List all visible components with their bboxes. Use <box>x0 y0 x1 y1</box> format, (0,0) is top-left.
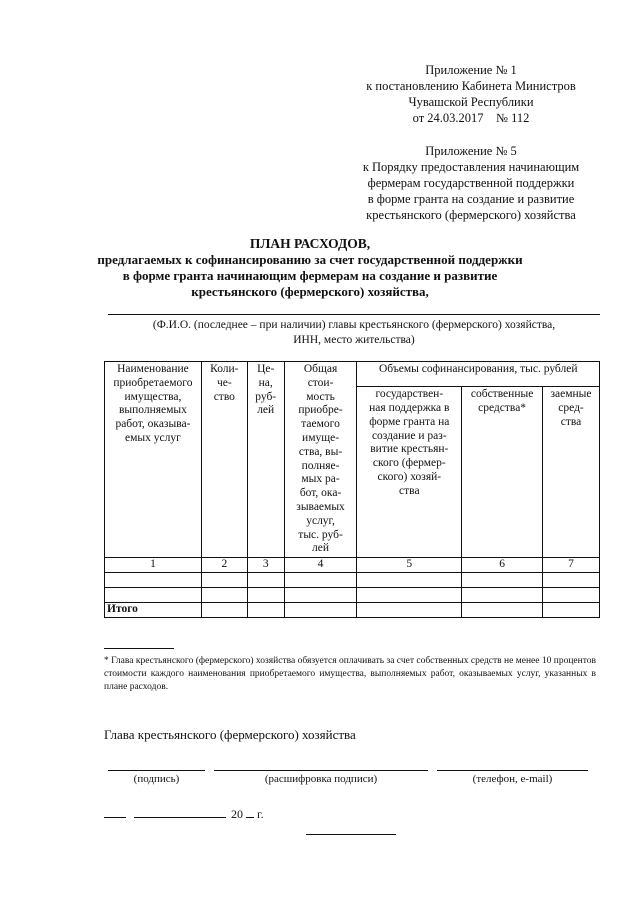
column-number: 4 <box>284 558 357 573</box>
table-row-empty <box>105 573 600 588</box>
table-cell-empty[interactable] <box>543 573 600 588</box>
fio-note-line: (Ф.И.О. (последнее – при наличии) главы крестьянского (фермерского) хозяйства, <box>152 319 556 331</box>
expense-plan-table <box>104 361 600 618</box>
signature-caption: (подпись) <box>133 773 180 785</box>
table-cell-empty[interactable] <box>462 588 543 603</box>
table-cell-empty[interactable] <box>357 588 462 603</box>
appendix-1-line: Приложение № 1 <box>425 63 517 77</box>
appendix-1-line: от 24.03.2017 № 112 <box>412 111 530 125</box>
header-state-support: государствен- ная поддержка в форме гранта на создание и раз- витие крестьян- ского (фермер- ского) хозяй- ства <box>357 387 462 558</box>
fio-note <box>108 318 600 348</box>
stamp-place-line <box>306 834 396 835</box>
signature-line[interactable] <box>108 770 205 771</box>
appendix-1-line: к постановлению Кабинета Министров <box>366 79 576 93</box>
table-row-empty <box>105 588 600 603</box>
header-loan-funds: заемные сред- ства <box>543 387 600 558</box>
table-cell-empty[interactable] <box>201 573 247 588</box>
title-main: ПЛАН РАСХОДОВ, <box>249 236 371 251</box>
column-number: 2 <box>201 558 247 573</box>
month-blank[interactable] <box>134 806 226 818</box>
header-price: Це- на, руб- лей <box>247 362 284 558</box>
table-cell-empty[interactable] <box>543 588 600 603</box>
table-row-total <box>105 603 600 618</box>
appendix-5-line: к Порядку предоставления начинающим <box>362 160 580 174</box>
appendix-1-line: Чувашской Республики <box>408 95 534 109</box>
appendix-1-block <box>340 62 602 126</box>
header-quantity: Коли- че- ство <box>201 362 247 558</box>
title-line: крестьянского (фермерского) хозяйства, <box>191 284 429 299</box>
appendix-5-block <box>340 143 602 223</box>
table-cell-empty[interactable] <box>247 603 284 618</box>
fio-note-line: ИНН, место жительства) <box>293 334 415 346</box>
header-own-funds: собственные средства* <box>462 387 543 558</box>
phone-email-line[interactable] <box>437 770 588 771</box>
year-prefix: 20 <box>231 807 243 821</box>
date-line <box>104 806 264 822</box>
table-cell-empty[interactable] <box>357 573 462 588</box>
year-suffix: г. <box>257 807 264 821</box>
appendix-5-line: в форме гранта на создание и развитие <box>367 192 575 206</box>
table-cell-empty[interactable] <box>247 588 284 603</box>
column-number: 3 <box>247 558 284 573</box>
column-number: 5 <box>357 558 462 573</box>
year-blank[interactable] <box>246 806 254 818</box>
title-line: предлагаемых к софинансированию за счет государственной поддержки <box>97 252 523 267</box>
head-of-farm-label: Глава крестьянского (фермерского) хозяйства <box>104 727 356 742</box>
appendix-5-line: фермерам государственной поддержки <box>367 176 575 190</box>
table-cell-empty[interactable] <box>284 573 357 588</box>
table-cell-empty[interactable] <box>247 573 284 588</box>
table-cell-empty[interactable] <box>105 573 202 588</box>
table-cell-empty[interactable] <box>284 588 357 603</box>
footnote-separator <box>104 648 174 649</box>
document-title <box>90 236 530 300</box>
table-cell-empty[interactable] <box>201 603 247 618</box>
decode-caption: (расшифровка подписи) <box>264 773 378 785</box>
fio-blank-line <box>108 314 600 315</box>
table-cell-empty[interactable] <box>462 603 543 618</box>
column-number: 1 <box>105 558 202 573</box>
table-cell-empty[interactable] <box>284 603 357 618</box>
column-number: 6 <box>462 558 543 573</box>
total-label: Итого <box>105 603 202 618</box>
table-cell-empty[interactable] <box>462 573 543 588</box>
appendix-5-line: Приложение № 5 <box>425 144 517 158</box>
table-cell-empty[interactable] <box>357 603 462 618</box>
header-total-cost: Общая стои- мость приобре- таемого имуще- ства, вы- полняе- мых ра- бот, ока- зываемых услуг, тыс. руб- лей <box>284 362 357 558</box>
header-cofinancing-group: Объемы софинансирования, тыс. рублей <box>357 362 600 387</box>
footnote-text: * Глава крестьянского (фермерского) хозяйства обязуется оплачивать за счет собственных средств не менее 10 процентов стоимости каждого наименования приобретаемого имущества, выполняемых работ, оказываемых услуг, указанных в плане расходов. <box>104 656 596 692</box>
signature-decode-line[interactable] <box>214 770 428 771</box>
title-line: в форме гранта начинающим фермерам на создание и развитие <box>122 268 498 283</box>
day-blank[interactable] <box>104 806 126 818</box>
phone-caption: (телефон, e-mail) <box>472 773 553 785</box>
table-row-column-numbers <box>105 558 600 573</box>
table-cell-empty[interactable] <box>201 588 247 603</box>
header-item-name: Наименование приобретаемого имущества, выполняемых работ, оказыва- емых услуг <box>105 362 202 558</box>
table-header-row <box>105 362 600 387</box>
column-number: 7 <box>543 558 600 573</box>
table-cell-empty[interactable] <box>105 588 202 603</box>
table-cell-empty[interactable] <box>543 603 600 618</box>
appendix-5-line: крестьянского (фермерского) хозяйства <box>366 208 576 222</box>
